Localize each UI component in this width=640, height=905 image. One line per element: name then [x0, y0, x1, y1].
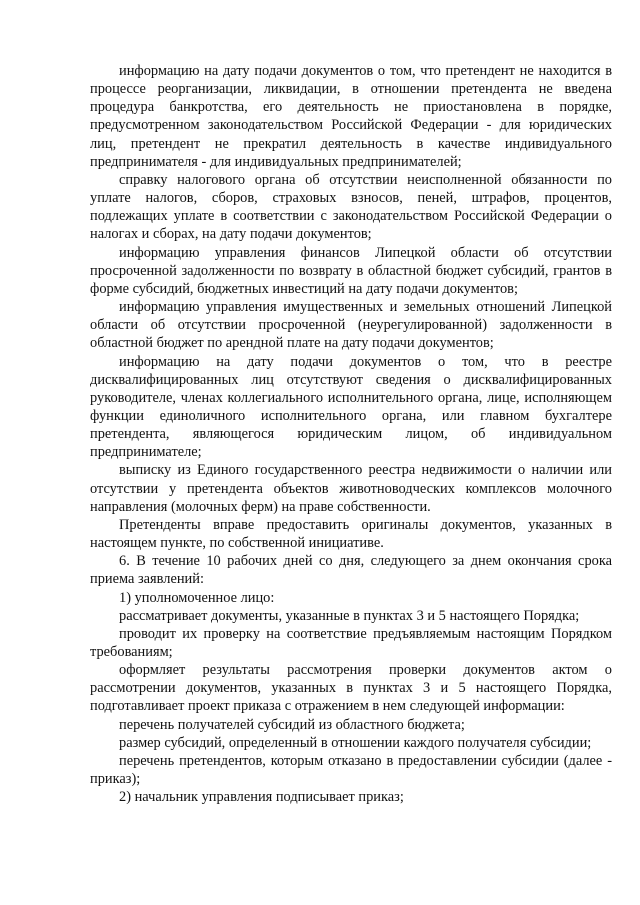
paragraph-disqualified-registry-info: информацию на дату подачи документов о том, что в реестре дисквалифицированных лиц отсутствуют сведения о дисквалифицированных руководителе, членах коллегиального исполнительного органа, лице, исполняющем функции единоличного исполнительного органа, или главном бухгалтере претендента, являющегося юридическим лицом, об индивидуальном предпринимателе;	[90, 353, 612, 461]
paragraph-subsidy-amount: размер субсидий, определенный в отношении каждого получателя субсидии;	[119, 734, 592, 751]
paragraph-head-signs-order: 2) начальник управления подписывает приказ;	[119, 789, 404, 806]
paragraph-real-estate-extract: выписку из Единого государственного реестра недвижимости о наличии или отсутствии у претендента объектов животноводческих комплексов молочного направления (молочных ферм) на праве собственности.	[90, 462, 612, 515]
paragraph-finance-debt-info: информацию управления финансов Липецкой области об отсутствии просроченной задолженности по возврату в областной бюджет субсидий, грантов в форме субсидий, бюджетных инвестиций на дату подачи документов;	[90, 244, 612, 297]
paragraph-refused-list: перечень претендентов, которым отказано в предоставлении субсидии (далее - приказ);	[90, 752, 612, 788]
paragraph-reviews-documents: рассматривает документы, указанные в пунктах 3 и 5 настоящего Порядка;	[119, 607, 580, 624]
paragraph-authorized-person: 1) уполномоченное лицо:	[119, 589, 275, 606]
paragraph-liquidation-info: информацию на дату подачи документов о том, что претендент не находится в процессе реорганизации, ликвидации, в отношении претендента не введена процедура банкротства, его деятельность не приостановлена в порядке, предусмотренном законодательством Российской Федерации - для юридических лиц, претендент не прекратил деятельность в качестве индивидуального предпринимателя - для индивидуальных предпринимателей;	[90, 63, 612, 170]
paragraph-property-debt-info: информацию управления имущественных и земельных отношений Липецкой области об отсутствии просроченной (неурегулированной) задолженности в областной бюджет по арендной плате на дату подачи документов;	[90, 299, 612, 352]
paragraph-originals-right: Претенденты вправе предоставить оригиналы документов, указанных в настоящем пункте, по собственной инициативе.	[90, 516, 612, 552]
paragraph-tax-certificate: справку налогового органа об отсутствии неисполненной обязанности по уплате налогов, сборов, страховых взносов, пеней, штрафов, процентов, подлежащих уплате в соответствии с законодательством Российской Федерации о налогах и сборах, на дату подачи документов;	[90, 171, 612, 243]
document-page	[90, 62, 612, 806]
paragraph-recipients-list: перечень получателей субсидий из областного бюджета;	[119, 716, 465, 733]
paragraph-item-6: 6. В течение 10 рабочих дней со дня, следующего за днем окончания срока приема заявлений:	[90, 553, 612, 588]
paragraph-checks-compliance: проводит их проверку на соответствие предъявляемым настоящим Порядком требованиям;	[90, 625, 612, 660]
paragraph-formalizes-results: оформляет результаты рассмотрения проверки документов актом о рассмотрении документов, указанных в пунктах 3 и 5 настоящего Порядка, подготавливает проект приказа с отражением в нем следующей информации:	[90, 662, 612, 715]
